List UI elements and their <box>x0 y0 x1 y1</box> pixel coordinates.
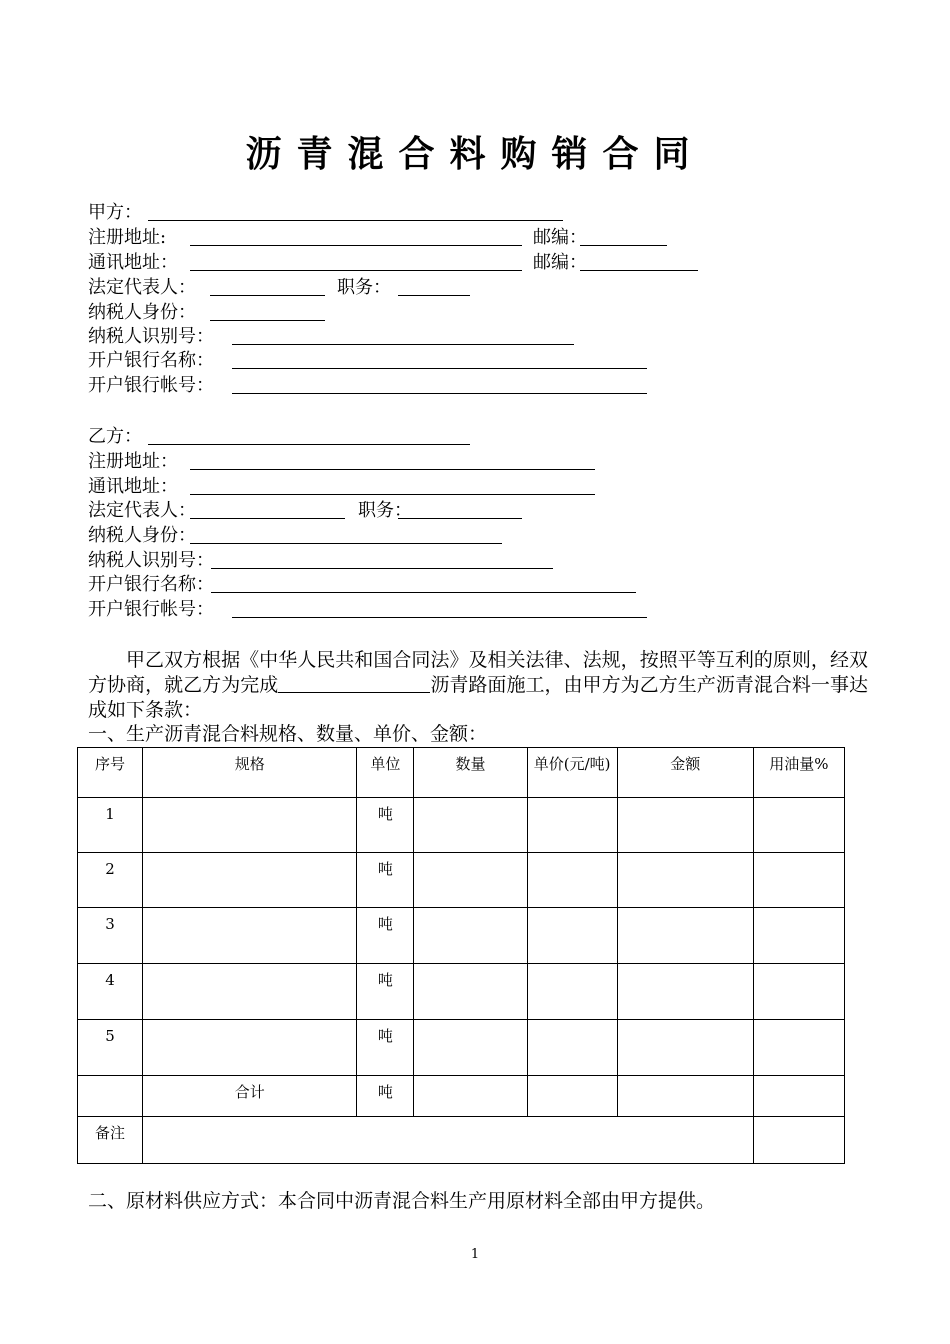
intro-paragraph <box>88 648 868 723</box>
amount-cell[interactable] <box>617 908 753 964</box>
oil-cell[interactable] <box>753 1020 844 1076</box>
price-cell[interactable] <box>527 964 617 1020</box>
party-a-postcode-field-1[interactable] <box>580 225 667 246</box>
qty-cell[interactable] <box>414 908 527 964</box>
party-a-reg-addr-field[interactable] <box>190 225 522 246</box>
party-b-reg-addr-row <box>88 449 178 474</box>
oil-cell[interactable] <box>753 798 844 853</box>
remark-cell[interactable] <box>143 1117 754 1164</box>
col-header-qty: 数量 <box>414 748 527 798</box>
party-a-comm-addr-row <box>88 250 178 275</box>
party-a-comm-addr-label: 通讯地址： <box>88 252 178 273</box>
price-cell[interactable] <box>527 798 617 853</box>
party-a-name-label: 甲方： <box>88 202 142 223</box>
party-a-comm-addr-field[interactable] <box>190 250 522 271</box>
spec-cell[interactable] <box>143 908 357 964</box>
party-a-taxpayer-id-field[interactable] <box>232 324 574 345</box>
qty-cell[interactable] <box>414 798 527 853</box>
party-a-taxpayer-id-row <box>88 324 214 349</box>
party-b-name-label: 乙方： <box>88 426 142 447</box>
unit-cell: 吨 <box>357 964 414 1020</box>
party-b-position-label: 职务： <box>358 500 412 521</box>
party-b-bank-name-row <box>88 572 214 597</box>
party-a-name-row <box>88 200 142 225</box>
party-b-taxpayer-status-field[interactable] <box>190 523 502 544</box>
col-header-no: 序号 <box>78 748 143 798</box>
amount-cell[interactable] <box>617 1020 753 1076</box>
party-a-reg-addr-label: 注册地址: <box>88 227 167 248</box>
party-b-position-field[interactable] <box>398 498 522 519</box>
remark-row <box>78 1117 845 1164</box>
unit-cell: 吨 <box>357 1020 414 1076</box>
party-b-taxpayer-id-row <box>88 548 214 573</box>
total-label: 合计 <box>143 1076 357 1117</box>
price-cell[interactable] <box>527 853 617 908</box>
col-header-oil: 用油量% <box>753 748 844 798</box>
table-row <box>78 853 845 908</box>
party-b-reg-addr-field[interactable] <box>190 449 595 470</box>
spec-cell[interactable] <box>143 798 357 853</box>
oil-cell[interactable] <box>753 908 844 964</box>
party-a-reg-addr-row <box>88 225 166 250</box>
section2-text: 二、原材料供应方式：本合同中沥青混合料生产用原材料全部由甲方提供。 <box>88 1190 716 1212</box>
total-qty-cell[interactable] <box>414 1076 527 1117</box>
party-a-position-field[interactable] <box>398 275 470 296</box>
party-b-bank-name-field[interactable] <box>211 572 636 593</box>
row-no: 5 <box>78 1020 143 1076</box>
row-no: 2 <box>78 853 143 908</box>
intro-part2: 沥青路面施工，由甲方为乙方生产沥青混合料一事达成如下条款： <box>88 674 868 721</box>
total-row <box>78 1076 845 1117</box>
oil-cell[interactable] <box>753 853 844 908</box>
party-b-taxpayer-status-row <box>88 523 196 548</box>
oil-cell[interactable] <box>753 964 844 1020</box>
total-price-cell[interactable] <box>527 1076 617 1117</box>
row-no: 3 <box>78 908 143 964</box>
total-unit: 吨 <box>357 1076 414 1117</box>
page-number: 1 <box>470 1247 480 1262</box>
price-cell[interactable] <box>527 908 617 964</box>
amount-cell[interactable] <box>617 964 753 1020</box>
spec-cell[interactable] <box>143 853 357 908</box>
remark-label: 备注 <box>78 1117 143 1164</box>
remark-extra-cell[interactable] <box>753 1117 844 1164</box>
party-a-taxpayer-id-label: 纳税人识别号： <box>88 326 214 347</box>
row-no: 4 <box>78 964 143 1020</box>
party-b-taxpayer-id-field[interactable] <box>211 548 553 569</box>
table-header-row <box>78 748 845 798</box>
party-b-legal-rep-row <box>88 498 196 523</box>
party-a-bank-account-label: 开户银行帐号： <box>88 375 214 396</box>
party-b-bank-name-label: 开户银行名称： <box>88 574 214 595</box>
table-row <box>78 908 845 964</box>
party-a-position-label: 职务： <box>337 277 391 298</box>
party-b-legal-rep-field[interactable] <box>190 498 345 519</box>
col-header-spec: 规格 <box>143 748 357 798</box>
party-a-postcode-label-1: 邮编： <box>533 227 587 248</box>
unit-cell: 吨 <box>357 798 414 853</box>
unit-cell: 吨 <box>357 908 414 964</box>
party-b-name-field[interactable] <box>148 424 470 445</box>
project-name-field[interactable] <box>278 674 430 693</box>
table-row <box>78 798 845 853</box>
party-b-taxpayer-status-label: 纳税人身份： <box>88 525 196 546</box>
party-b-name-row <box>88 424 142 449</box>
qty-cell[interactable] <box>414 964 527 1020</box>
party-b-legal-rep-label: 法定代表人： <box>88 500 196 521</box>
price-cell[interactable] <box>527 1020 617 1076</box>
table-row <box>78 1020 845 1076</box>
party-b-bank-account-field[interactable] <box>232 597 647 618</box>
amount-cell[interactable] <box>617 853 753 908</box>
spec-cell[interactable] <box>143 1020 357 1076</box>
party-a-taxpayer-status-row <box>88 300 196 325</box>
party-a-legal-rep-row <box>88 275 196 300</box>
amount-cell[interactable] <box>617 798 753 853</box>
spec-table <box>77 747 845 1164</box>
party-a-bank-account-row <box>88 373 214 398</box>
total-no-cell <box>78 1076 143 1117</box>
row-no: 1 <box>78 798 143 853</box>
party-a-bank-account-field[interactable] <box>232 373 647 394</box>
section1-heading: 一、生产沥青混合料规格、数量、单价、金额： <box>88 723 488 745</box>
party-a-bank-name-label: 开户银行名称： <box>88 350 214 371</box>
party-a-taxpayer-status-field[interactable] <box>210 300 325 321</box>
party-a-postcode-label-2: 邮编： <box>533 252 587 273</box>
party-a-name-field[interactable] <box>148 200 563 221</box>
total-amount-cell[interactable] <box>617 1076 753 1117</box>
party-b-comm-addr-row <box>88 474 178 499</box>
party-b-comm-addr-label: 通讯地址： <box>88 476 178 497</box>
party-b-taxpayer-id-label: 纳税人识别号： <box>88 550 214 571</box>
table-row <box>78 964 845 1020</box>
col-header-unit: 单位 <box>357 748 414 798</box>
party-b-bank-account-label: 开户银行帐号： <box>88 599 214 620</box>
col-header-price: 单价(元/吨) <box>527 748 617 798</box>
party-a-taxpayer-status-label: 纳税人身份： <box>88 302 196 323</box>
intro-part1: 甲乙双方根据《中华人民共和国合同法》及相关法律、法规，按照平等互利的原则，经双方协商，就乙方为完成 <box>88 649 868 696</box>
qty-cell[interactable] <box>414 853 527 908</box>
qty-cell[interactable] <box>414 1020 527 1076</box>
party-a-legal-rep-label: 法定代表人： <box>88 277 196 298</box>
party-b-reg-addr-label: 注册地址： <box>88 451 178 472</box>
party-a-legal-rep-field[interactable] <box>210 275 325 296</box>
spec-cell[interactable] <box>143 964 357 1020</box>
col-header-amount: 金额 <box>617 748 753 798</box>
total-oil-cell[interactable] <box>753 1076 844 1117</box>
party-a-bank-name-field[interactable] <box>232 348 647 369</box>
party-a-bank-name-row <box>88 348 214 373</box>
party-b-comm-addr-field[interactable] <box>190 474 595 495</box>
unit-cell: 吨 <box>357 853 414 908</box>
contract-title: 沥青混合料购销合同 <box>245 134 705 175</box>
party-b-bank-account-row <box>88 597 214 622</box>
party-a-postcode-field-2[interactable] <box>580 250 698 271</box>
